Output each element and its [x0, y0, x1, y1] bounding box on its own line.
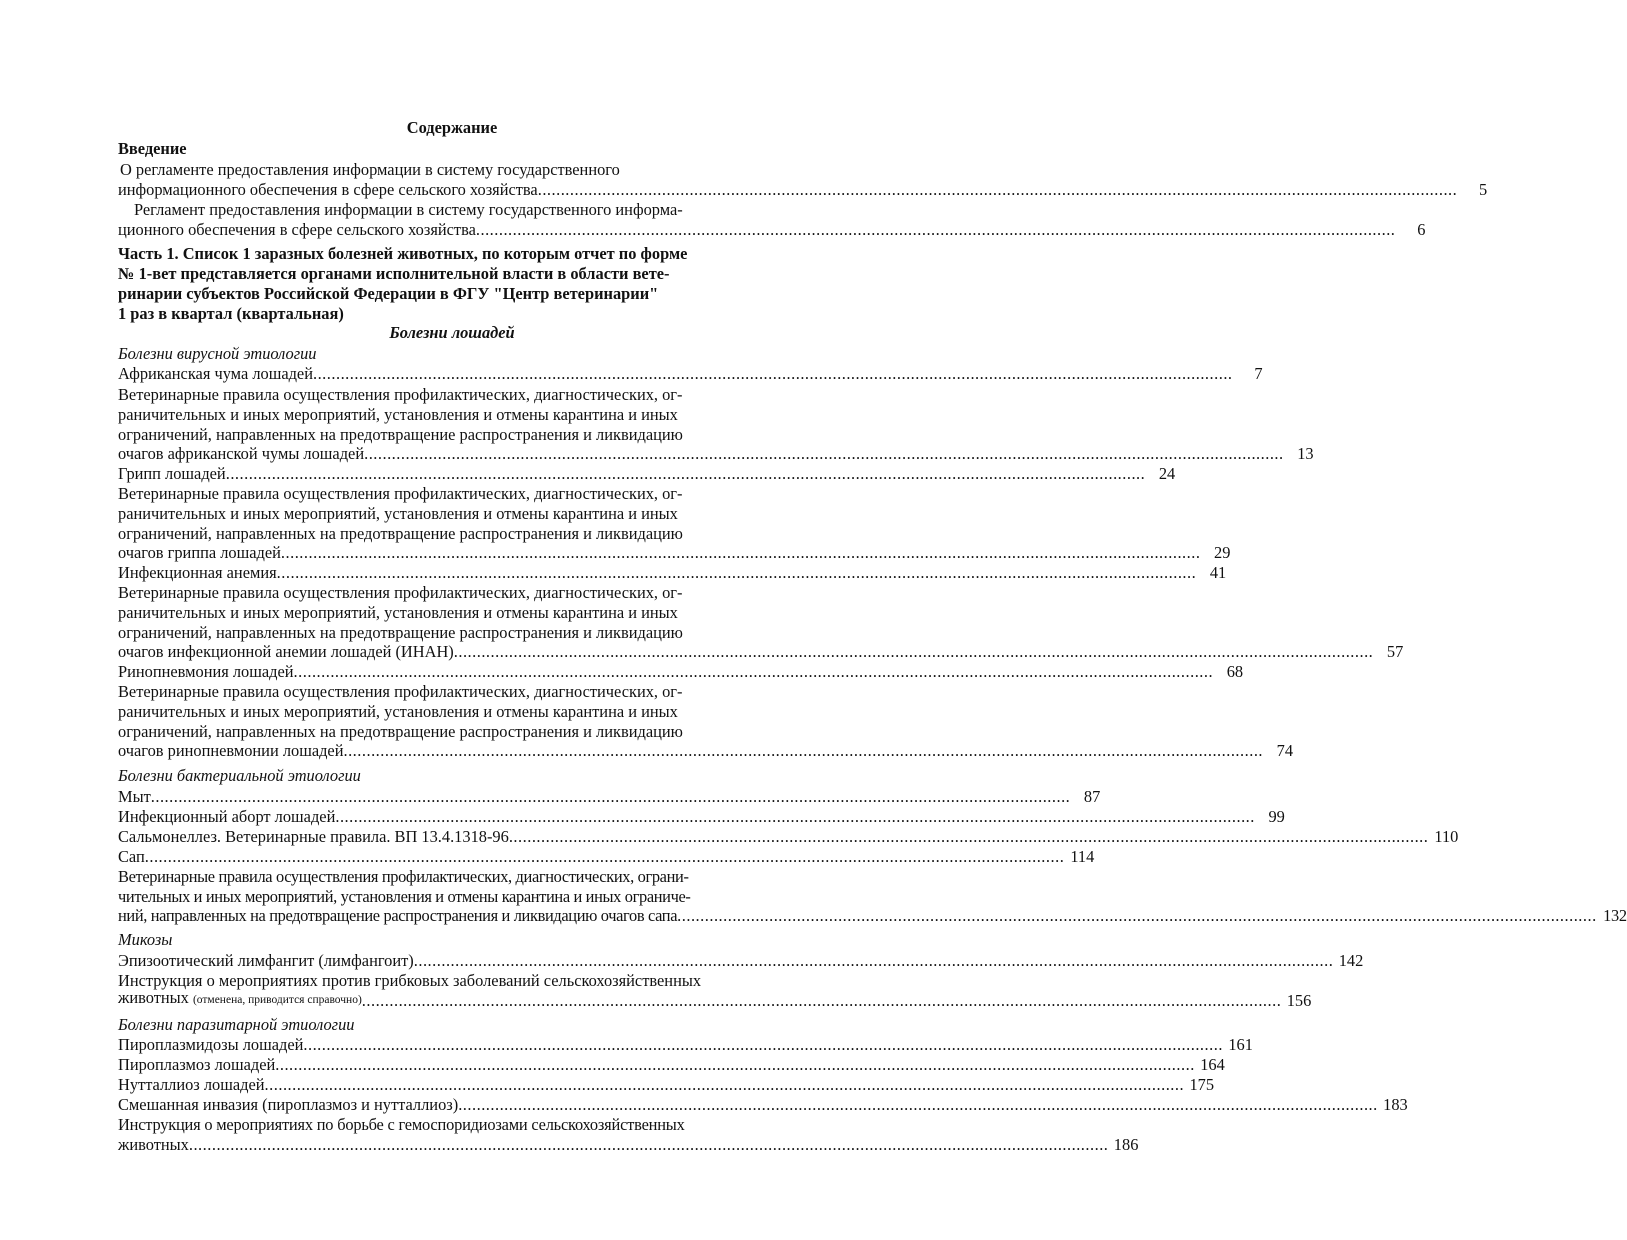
- part-heading-line: ринарии субъектов Российской Федерации в ФГУ "Центр ветеринарии": [118, 284, 659, 303]
- toc-entry[interactable]: [118, 786, 1101, 807]
- toc-entry[interactable]: [118, 562, 1227, 583]
- toc-entry[interactable]: [118, 988, 1312, 1011]
- dot-leader: ........................................................................................................................................................................................................: [280, 543, 1201, 562]
- entry-title: Смешанная инвазия (пироплазмоз и нутталлиоз): [118, 1095, 459, 1114]
- dot-leader: ........................................................................................................................................................................................................: [508, 827, 1429, 846]
- dot-leader: ........................................................................................................................................................................................................: [275, 1055, 1195, 1074]
- dot-leader: ........................................................................................................................................................................................................: [144, 847, 1065, 866]
- page-number: 164: [1200, 1055, 1225, 1074]
- page-number: 29: [1214, 543, 1231, 562]
- toc-entry[interactable]: [118, 1034, 1253, 1055]
- part-heading-line: 1 раз в квартал (квартальная): [118, 304, 344, 323]
- toc-line: Регламент предоставления информации в систему государственного информа-: [134, 200, 683, 219]
- dot-leader: ........................................................................................................................................................................................................: [364, 444, 1284, 463]
- dot-leader: ........................................................................................................................................................................................................: [225, 464, 1146, 483]
- group-heading: Болезни бактериальной этиологии: [118, 766, 361, 785]
- toc-line: Инструкция о мероприятиях против грибковых заболеваний сельскохозяйственных: [118, 971, 702, 990]
- toc-line: Ветеринарные правила осуществления профилактических, диагностических, ог-: [118, 484, 683, 503]
- toc-line: О регламенте предоставления информации в систему государственного: [120, 160, 620, 179]
- page-number: 156: [1286, 991, 1312, 1010]
- entry-title: Ринопневмония лошадей: [118, 662, 294, 681]
- entry-title: Пироплазмоз лошадей: [118, 1055, 276, 1074]
- page-number: 74: [1276, 741, 1294, 760]
- page-number: 142: [1338, 951, 1364, 970]
- page-number: 68: [1226, 662, 1244, 681]
- group-heading: Микозы: [118, 930, 173, 949]
- group-heading: Болезни паразитарной этиологии: [118, 1015, 355, 1034]
- entry-title: очагов африканской чумы лошадей: [118, 444, 365, 463]
- dot-leader: ........................................................................................................................................................................................................: [264, 1075, 1185, 1094]
- page-number: 175: [1189, 1075, 1215, 1094]
- page-number: 13: [1297, 444, 1314, 463]
- page-number: 99: [1268, 807, 1285, 826]
- toc-entry[interactable]: [118, 219, 1426, 240]
- toc-entry[interactable]: [118, 661, 1244, 682]
- entry-title: очагов гриппа лошадей: [118, 543, 281, 562]
- toc-entry[interactable]: [118, 826, 1459, 847]
- toc-entry[interactable]: [118, 740, 1294, 761]
- entry-title: Мыт: [118, 787, 151, 806]
- section-subheading: Болезни лошадей: [389, 323, 515, 342]
- entry-title: Сальмонеллез. Ветеринарные правила. ВП 13.4.1318-96: [118, 827, 509, 846]
- toc-line: Ветеринарные правила осуществления профилактических, диагностических, ог-: [118, 583, 683, 602]
- dot-leader: ........................................................................................................................................................................................................: [303, 1035, 1223, 1054]
- dot-leader: ........................................................................................................................................................................................................: [413, 951, 1334, 970]
- entry-title: ний, направленных на предотвращение распространения и ликвидацию очагов сапа: [118, 906, 678, 925]
- page-number: 24: [1158, 464, 1176, 483]
- entry-title: информационного обеспечения в сфере сельского хозяйства: [118, 180, 538, 199]
- toc-line: ограничений, направленных на предотвращение распространения и ликвидацию: [118, 623, 683, 642]
- dot-leader: ........................................................................................................................................................................................................: [453, 642, 1374, 661]
- intro-heading: Введение: [118, 139, 187, 158]
- dot-leader: ........................................................................................................................................................................................................: [150, 787, 1071, 806]
- toc-line: Ветеринарные правила осуществления профилактических, диагностических, ог-: [118, 682, 683, 701]
- page-number: 7: [1254, 364, 1263, 383]
- page-number: 114: [1070, 847, 1095, 866]
- dot-leader: ........................................................................................................................................................................................................: [335, 807, 1255, 826]
- entry-title: Нутталлиоз лошадей: [118, 1075, 265, 1094]
- entry-title: Инфекционная анемия: [118, 563, 277, 582]
- toc-line: раничительных и иных мероприятий, установления и отмены карантина и иных: [118, 504, 678, 523]
- toc-entry[interactable]: [118, 950, 1364, 971]
- toc-entry[interactable]: [118, 1074, 1215, 1095]
- entry-title-text: животных: [118, 988, 189, 1007]
- toc-line: Ветеринарные правила осуществления профилактических, диагностических, ограни-: [118, 867, 689, 886]
- toc-line: раничительных и иных мероприятий, установления и отмены карантина и иных: [118, 603, 678, 622]
- entry-title: Африканская чума лошадей: [118, 364, 313, 383]
- toc-line: ограничений, направленных на предотвращение распространения и ликвидацию: [118, 722, 683, 741]
- toc-line: ограничений, направленных на предотвращение распространения и ликвидацию: [118, 425, 683, 444]
- toc-entry[interactable]: [118, 542, 1231, 563]
- part-heading-line: Часть 1. Список 1 заразных болезней животных, по которым отчет по форме: [118, 244, 688, 263]
- toc-entry[interactable]: [118, 846, 1095, 867]
- entry-title: Сап: [118, 847, 145, 866]
- toc-entry[interactable]: [118, 463, 1176, 484]
- entry-title: очагов инфекционной анемии лошадей (ИНАН): [118, 642, 454, 661]
- page-number: 161: [1228, 1035, 1253, 1054]
- group-heading: Болезни вирусной этиологии: [118, 344, 317, 363]
- toc-entry[interactable]: [118, 1054, 1225, 1075]
- toc-title: Содержание: [406, 118, 498, 137]
- dot-leader: ........................................................................................................................................................................................................: [276, 563, 1197, 582]
- toc-entry[interactable]: [118, 443, 1314, 464]
- toc-line: раничительных и иных мероприятий, установления и отмены карантина и иных: [118, 405, 678, 424]
- part-heading-line: № 1-вет представляется органами исполнительной власти в области вете-: [118, 264, 670, 283]
- toc-line: ограничений, направленных на предотвращение распространения и ликвидацию: [118, 524, 683, 543]
- entry-title: Пироплазмидозы лошадей: [118, 1035, 304, 1054]
- page-number: 6: [1417, 220, 1426, 239]
- toc-entry[interactable]: [118, 806, 1285, 827]
- toc-entry[interactable]: [118, 363, 1263, 384]
- toc-line: раничительных и иных мероприятий, установления и отмены карантина и иных: [118, 702, 678, 721]
- dot-leader: ........................................................................................................................................................................................................: [188, 1135, 1109, 1154]
- dot-leader: ........................................................................................................................................................................................................: [361, 991, 1282, 1010]
- page-number: 57: [1386, 642, 1404, 661]
- entry-note: (отменена, приводится справочно): [192, 994, 362, 1006]
- page-number: 41: [1209, 563, 1227, 582]
- dot-leader: ........................................................................................................................................................................................................: [312, 364, 1233, 383]
- page-number: 132: [1603, 906, 1627, 925]
- dot-leader: ........................................................................................................................................................................................................: [343, 741, 1264, 760]
- toc-line: чительных и иных мероприятий, установления и отмены карантина и иных ограниче-: [118, 887, 691, 906]
- entry-title: [118, 987, 362, 1011]
- dot-leader: ........................................................................................................................................................................................................: [475, 220, 1396, 239]
- toc-entry[interactable]: [118, 905, 1627, 926]
- page-number: 183: [1383, 1095, 1408, 1114]
- entry-title: очагов ринопневмонии лошадей: [118, 741, 344, 760]
- entry-title: Грипп лошадей: [118, 464, 226, 483]
- entry-title: Эпизоотический лимфангит (лимфангоит): [118, 951, 414, 970]
- toc-line: Инструкция о мероприятиях по борьбе с гемоспоридиозами сельскохозяйственных: [118, 1115, 685, 1134]
- dot-leader: ........................................................................................................................................................................................................: [677, 906, 1597, 925]
- page-number: 186: [1113, 1135, 1139, 1154]
- dot-leader: ........................................................................................................................................................................................................: [458, 1095, 1378, 1114]
- toc-entry[interactable]: [118, 1134, 1139, 1155]
- page-number: 110: [1434, 827, 1459, 846]
- toc-entry[interactable]: [118, 179, 1488, 200]
- toc-entry[interactable]: [118, 1094, 1408, 1115]
- page-number: 87: [1083, 787, 1101, 806]
- entry-title: ционного обеспечения в сфере сельского хозяйства: [118, 220, 476, 239]
- page-number: 5: [1479, 180, 1488, 199]
- toc-entry[interactable]: [118, 641, 1404, 662]
- dot-leader: ........................................................................................................................................................................................................: [537, 180, 1458, 199]
- entry-title: животных: [118, 1135, 189, 1154]
- entry-title: Инфекционный аборт лошадей: [118, 807, 336, 826]
- dot-leader: ........................................................................................................................................................................................................: [293, 662, 1214, 681]
- toc-line: Ветеринарные правила осуществления профилактических, диагностических, ог-: [118, 385, 683, 404]
